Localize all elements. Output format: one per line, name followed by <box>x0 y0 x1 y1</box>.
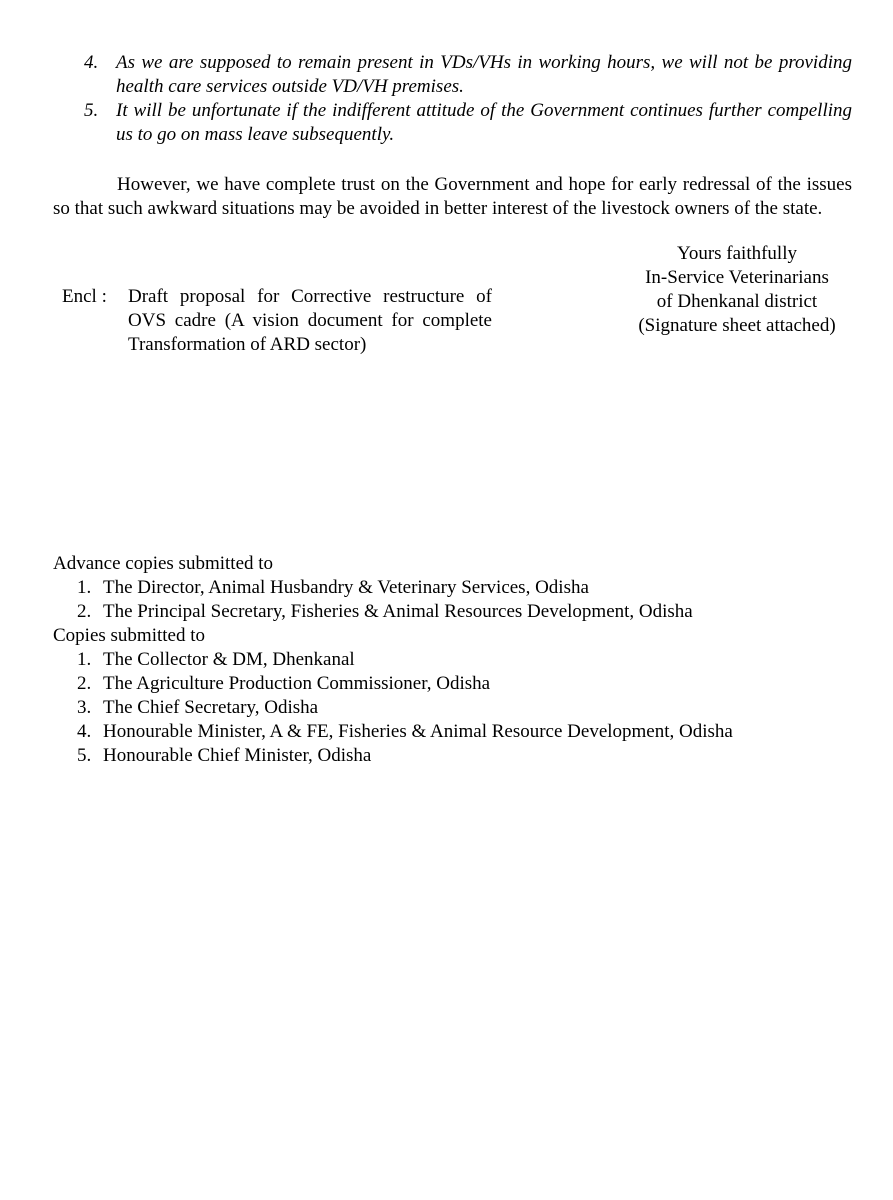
demand-item <box>84 51 852 99</box>
demand-number: 5. <box>84 100 99 121</box>
copy-recipient: The Chief Secretary, Odisha <box>103 697 319 718</box>
copy-number: 1. <box>77 649 92 670</box>
copies-heading: Copies submitted to <box>53 625 205 646</box>
demands-list <box>84 51 852 147</box>
copy-item <box>53 744 853 768</box>
copy-number: 5. <box>77 745 92 766</box>
enclosure <box>62 285 492 357</box>
copy-recipient: Honourable Chief Minister, Odisha <box>103 745 372 766</box>
closing-paragraph: However, we have complete trust on the Government and hope for early redressal of the issues so that such awkward situations may be avoided in better interest of the livestock owners of the state. <box>53 174 852 219</box>
advance-copies-heading: Advance copies submitted to <box>53 553 274 574</box>
copy-item <box>53 696 853 720</box>
advance-copy-item <box>53 600 853 624</box>
copy-recipient: The Collector & DM, Dhenkanal <box>103 649 355 670</box>
copy-item <box>53 648 853 672</box>
copy-number: 1. <box>77 577 92 598</box>
copy-recipient: The Principal Secretary, Fisheries & Animal Resources Development, Odisha <box>103 601 693 622</box>
copy-number: 2. <box>77 673 92 694</box>
copy-number: 4. <box>77 721 92 742</box>
copy-number: 2. <box>77 601 92 622</box>
copy-number: 3. <box>77 697 92 718</box>
signoff-salutation: Yours faithfully <box>677 243 797 264</box>
copy-item <box>53 720 853 744</box>
demand-item <box>84 99 852 147</box>
enclosure-label: Encl : <box>62 286 107 307</box>
copies-section <box>53 552 853 768</box>
signoff-district: of Dhenkanal district <box>656 291 818 312</box>
signature-block <box>612 242 862 338</box>
demand-text: It will be unfortunate if the indifferent attitude of the Government continues further compelling us to go on mass leave subsequently. <box>116 100 852 145</box>
copy-recipient: Honourable Minister, A & FE, Fisheries & Animal Resource Development, Odisha <box>103 721 733 742</box>
advance-copy-item <box>53 576 853 600</box>
signoff-sender: In-Service Veterinarians <box>645 267 829 288</box>
demand-text: As we are supposed to remain present in VDs/VHs in working hours, we will not be providing health care services outside VD/VH premises. <box>116 52 852 97</box>
enclosure-text: Draft proposal for Corrective restructure of OVS cadre (A vision document for complete Transformation of ARD sector) <box>128 286 492 355</box>
copy-item <box>53 672 853 696</box>
signoff-note: (Signature sheet attached) <box>638 315 836 336</box>
demand-number: 4. <box>84 52 99 73</box>
copy-recipient: The Director, Animal Husbandry & Veterinary Services, Odisha <box>103 577 589 598</box>
copy-recipient: The Agriculture Production Commissioner, Odisha <box>103 673 491 694</box>
